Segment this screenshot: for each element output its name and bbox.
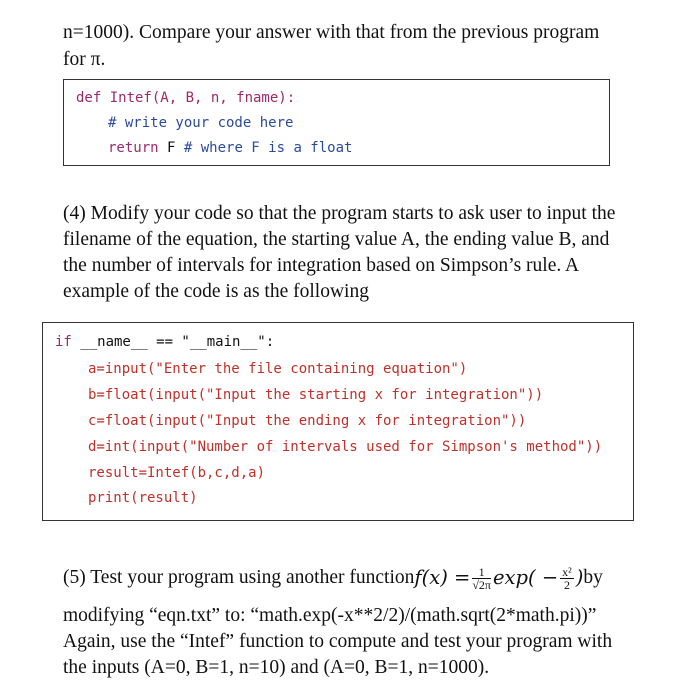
code-line-if [55,333,274,351]
formula-close: ) [575,566,584,589]
code-line-def: def Intef(A, B, n, fname): [76,90,296,106]
paragraph-line: n=1000). Compare your answer with that from the previous program [63,22,600,43]
formula-exp: exp( − [493,566,559,589]
paragraph-line: for π. [63,49,106,70]
fraction-numerator: 1 [472,566,491,579]
paragraph-line: the number of intervals for integration based on Simpson’s rule. A [63,255,580,276]
paragraph-text: (5) Test your program using another function [63,567,415,588]
paragraph-line: Again, use the “Intef” function to compute and test your program with [63,631,613,652]
code-line-return [108,139,352,157]
paragraph-line: the inputs (A=0, B=1, n=10) and (A=0, B=1, n=1000). [63,657,490,678]
code-line: result=Intef(b,c,d,a) [88,465,266,481]
fraction-denominator: 2 [563,577,570,592]
fraction-denominator: √2π [472,577,491,592]
paragraph-line: modifying “eqn.txt” to: “math.exp(-x**2/2)/(math.sqrt(2*math.pi))” [63,605,597,626]
paragraph-line-with-formula [63,563,603,593]
return-keyword: return [108,140,159,156]
paragraph-line: (4) Modify your code so that the program starts to ask user to input the [63,203,616,224]
code-line: d=int(input("Number of intervals used for Simpson's method")) [88,439,603,455]
return-comment: # where F is a float [183,140,353,156]
if-keyword: if [55,334,72,350]
paragraph-text: by [583,567,603,588]
fraction-numerator: x² [562,564,572,579]
code-line-comment: # write your code here [108,115,294,131]
formula-fraction [472,566,491,591]
code-line: c=float(input("Input the ending x for integration")) [88,413,527,429]
return-value: F [158,140,184,156]
formula-fraction [560,566,574,591]
formula-fx: f(x) = [414,566,471,589]
if-condition: __name__ == "__main__": [71,334,275,350]
code-line: b=float(input("Input the starting x for integration")) [88,387,544,403]
code-line: a=input("Enter the file containing equation") [88,361,468,377]
paragraph-line: example of the code is as the following [63,281,369,302]
code-line: print(result) [88,490,198,506]
paragraph-line: filename of the equation, the starting value A, the ending value B, and [63,229,610,250]
